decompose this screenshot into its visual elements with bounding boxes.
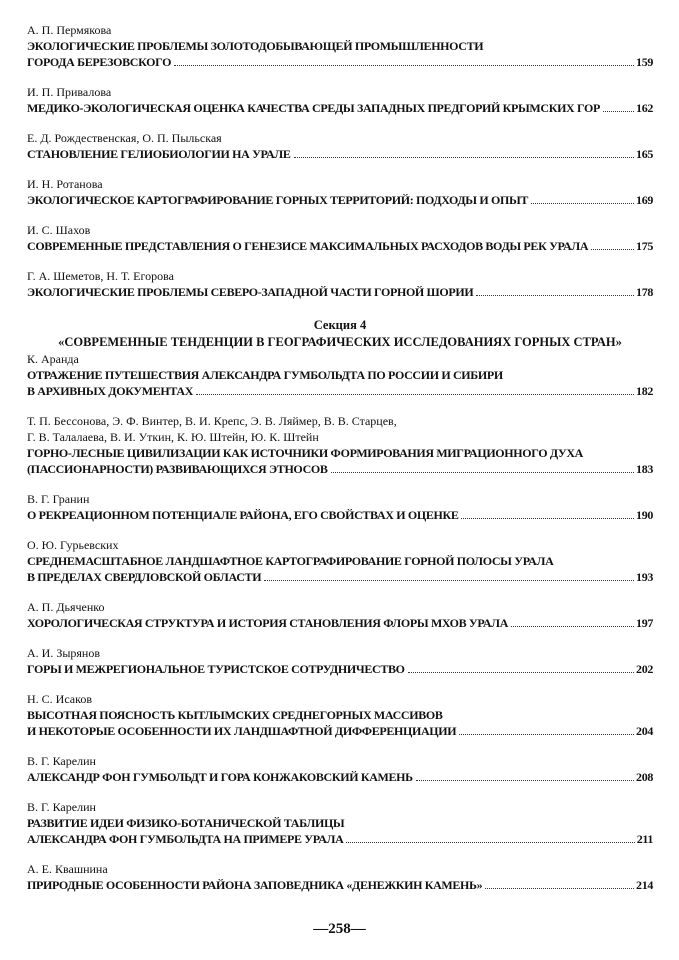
toc-entry <box>27 268 653 300</box>
dot-leader <box>603 111 634 112</box>
toc-entry <box>27 22 653 70</box>
entry-authors: А. Е. Квашнина <box>27 862 108 876</box>
entry-title: ЭКОЛОГИЧЕСКИЕ ПРОБЛЕМЫ ЗОЛОТОДОБЫВАЮЩЕЙ ПРОМЫШЛЕННОСТИ <box>27 39 484 53</box>
entry-title: ГОРОДА БЕРЕЗОВСКОГО <box>27 55 172 69</box>
dot-leader <box>459 734 634 735</box>
entry-title: ГОРНО-ЛЕСНЫЕ ЦИВИЛИЗАЦИИ КАК ИСТОЧНИКИ ФОРМИРОВАНИЯ МИГРАЦИОННОГО ДУХА <box>27 446 584 460</box>
entry-title: И НЕКОТОРЫЕ ОСОБЕННОСТИ ИХ ЛАНДШАФТНОЙ ДИФФЕРЕНЦИАЦИИ <box>27 724 457 738</box>
dot-leader <box>294 157 634 158</box>
entry-page-number: 169 <box>636 193 653 207</box>
dot-leader <box>264 580 634 581</box>
section-title: «СОВРЕМЕННЫЕ ТЕНДЕНЦИИ В ГЕОГРАФИЧЕСКИХ ИССЛЕДОВАНИЯХ ГОРНЫХ СТРАН» <box>58 335 622 349</box>
entry-authors: Г. В. Талалаева, В. И. Уткин, К. Ю. Штейн, Ю. К. Штейн <box>27 430 319 444</box>
entry-authors: В. Г. Карелин <box>27 800 96 814</box>
entry-authors: И. Н. Ротанова <box>27 177 103 191</box>
entry-title: ГОРЫ И МЕЖРЕГИОНАЛЬНОЕ ТУРИСТСКОЕ СОТРУДНИЧЕСТВО <box>27 662 405 676</box>
entry-title-last-line <box>27 661 653 677</box>
entry-page-number: 159 <box>636 55 653 69</box>
dot-leader <box>531 203 634 204</box>
entry-title: СТАНОВЛЕНИЕ ГЕЛИОБИОЛОГИИ НА УРАЛЕ <box>27 147 291 161</box>
toc-entry <box>27 130 653 162</box>
entry-authors: А. И. Зырянов <box>27 646 101 660</box>
page-number: —258— <box>313 921 366 937</box>
entry-title: АЛЕКСАНДР ФОН ГУМБОЛЬДТ И ГОРА КОНЖАКОВСКИЙ КАМЕНЬ <box>27 770 413 784</box>
dot-leader <box>196 394 634 395</box>
entry-page-number: 193 <box>636 570 653 584</box>
entry-title-last-line <box>27 383 653 399</box>
entry-title: В АРХИВНЫХ ДОКУМЕНТАХ <box>27 384 194 398</box>
entry-title: СОВРЕМЕННЫЕ ПРЕДСТАВЛЕНИЯ О ГЕНЕЗИСЕ МАКСИМАЛЬНЫХ РАСХОДОВ ВОДЫ РЕК УРАЛА <box>27 239 589 253</box>
entry-title-last-line <box>27 723 653 739</box>
entry-authors: Е. Д. Рождественская, О. П. Пыльская <box>27 131 222 145</box>
dot-leader <box>476 295 634 296</box>
toc-entry <box>27 351 653 399</box>
entry-title-last-line <box>27 461 653 477</box>
entry-page-number: 202 <box>636 662 653 676</box>
dot-leader <box>408 672 634 673</box>
entry-title: В ПРЕДЕЛАХ СВЕРДЛОВСКОЙ ОБЛАСТИ <box>27 570 262 584</box>
toc-entry <box>27 753 653 785</box>
entry-title-last-line <box>27 284 653 300</box>
entry-title-last-line <box>27 238 653 254</box>
entry-authors: В. Г. Гранин <box>27 492 90 506</box>
table-of-contents <box>27 22 653 893</box>
entry-authors: О. Ю. Гурьевских <box>27 538 119 552</box>
toc-entry <box>27 491 653 523</box>
entry-title: МЕДИКО-ЭКОЛОГИЧЕСКАЯ ОЦЕНКА КАЧЕСТВА СРЕДЫ ЗАПАДНЫХ ПРЕДГОРИЙ КРЫМСКИХ ГОР <box>27 101 600 115</box>
entry-authors: А. П. Дьяченко <box>27 600 105 614</box>
dot-leader <box>485 888 634 889</box>
entry-page-number: 197 <box>636 616 653 630</box>
entry-page-number: 165 <box>636 147 653 161</box>
entry-authors: И. П. Привалова <box>27 85 112 99</box>
entry-title: О РЕКРЕАЦИОННОМ ПОТЕНЦИАЛЕ РАЙОНА, ЕГО СВОЙСТВАХ И ОЦЕНКЕ <box>27 508 459 522</box>
toc-entry <box>27 176 653 208</box>
entry-title: (ПАССИОНАРНОСТИ) РАЗВИВАЮЩИХСЯ ЭТНОСОВ <box>27 462 328 476</box>
entry-authors: В. Г. Карелин <box>27 754 96 768</box>
entry-page-number: 162 <box>636 101 653 115</box>
entry-authors: Т. П. Бессонова, Э. Ф. Винтер, В. И. Крепс, Э. В. Ляймер, В. В. Старцев, <box>27 414 397 428</box>
entry-page-number: 204 <box>636 724 653 738</box>
dot-leader <box>346 842 634 843</box>
entry-title-last-line <box>27 569 653 585</box>
entry-page-number: 211 <box>636 832 653 846</box>
entry-authors: К. Аранда <box>27 352 79 366</box>
entry-title: ЭКОЛОГИЧЕСКИЕ ПРОБЛЕМЫ СЕВЕРО-ЗАПАДНОЙ ЧАСТИ ГОРНОЙ ШОРИИ <box>27 285 474 299</box>
entry-title: ВЫСОТНАЯ ПОЯСНОСТЬ КЫТЛЫМСКИХ СРЕДНЕГОРНЫХ МАССИВОВ <box>27 708 443 722</box>
entry-authors: И. С. Шахов <box>27 223 91 237</box>
entry-page-number: 182 <box>636 384 653 398</box>
entry-title-last-line <box>27 507 653 523</box>
toc-entry <box>27 537 653 585</box>
toc-entry <box>27 645 653 677</box>
entry-page-number: 175 <box>636 239 653 253</box>
entry-authors: А. П. Пермякова <box>27 23 112 37</box>
dot-leader <box>591 249 634 250</box>
entry-title-last-line <box>27 146 653 162</box>
entry-title-last-line <box>27 54 653 70</box>
entry-title-last-line <box>27 615 653 631</box>
entry-title: РАЗВИТИЕ ИДЕИ ФИЗИКО-БОТАНИЧЕСКОЙ ТАБЛИЦЫ <box>27 816 345 830</box>
entry-authors: Г. А. Шеметов, Н. Т. Егорова <box>27 269 174 283</box>
dot-leader <box>511 626 634 627</box>
dot-leader <box>174 65 634 66</box>
entry-title-last-line <box>27 100 653 116</box>
toc-entry <box>27 599 653 631</box>
entry-title-last-line <box>27 769 653 785</box>
toc-entry <box>27 691 653 739</box>
entry-title: ХОРОЛОГИЧЕСКАЯ СТРУКТУРА И ИСТОРИЯ СТАНОВЛЕНИЯ ФЛОРЫ МХОВ УРАЛА <box>27 616 509 630</box>
dot-leader <box>331 472 635 473</box>
entry-title-last-line <box>27 877 653 893</box>
dot-leader <box>461 518 634 519</box>
toc-entry <box>27 222 653 254</box>
entry-page-number: 190 <box>636 508 653 522</box>
entry-title: ЭКОЛОГИЧЕСКОЕ КАРТОГРАФИРОВАНИЕ ГОРНЫХ ТЕРРИТОРИЙ: ПОДХОДЫ И ОПЫТ <box>27 193 529 207</box>
entry-page-number: 208 <box>636 770 653 784</box>
dot-leader <box>416 780 634 781</box>
toc-entry <box>27 799 653 847</box>
entry-page-number: 214 <box>636 878 653 892</box>
entries-after-section <box>27 351 653 893</box>
entries-before-section <box>27 22 653 300</box>
entry-title: ПРИРОДНЫЕ ОСОБЕННОСТИ РАЙОНА ЗАПОВЕДНИКА «ДЕНЕЖКИН КАМЕНЬ» <box>27 878 483 892</box>
entry-title-last-line <box>27 831 653 847</box>
toc-entry <box>27 861 653 893</box>
entry-page-number: 178 <box>636 285 653 299</box>
entry-authors: Н. С. Исаков <box>27 692 93 706</box>
entry-title: СРЕДНЕМАСШТАБНОЕ ЛАНДШАФТНОЕ КАРТОГРАФИРОВАНИЕ ГОРНОЙ ПОЛОСЫ УРАЛА <box>27 554 554 568</box>
toc-entry <box>27 84 653 116</box>
entry-title-last-line <box>27 192 653 208</box>
section-heading <box>27 317 653 351</box>
toc-entry <box>27 413 653 477</box>
entry-title: АЛЕКСАНДРА ФОН ГУМБОЛЬДТА НА ПРИМЕРЕ УРАЛА <box>27 832 344 846</box>
section-label: Секция 4 <box>313 318 367 332</box>
entry-page-number: 183 <box>636 462 653 476</box>
entry-title: ОТРАЖЕНИЕ ПУТЕШЕСТВИЯ АЛЕКСАНДРА ГУМБОЛЬДТА ПО РОССИИ И СИБИРИ <box>27 368 503 382</box>
